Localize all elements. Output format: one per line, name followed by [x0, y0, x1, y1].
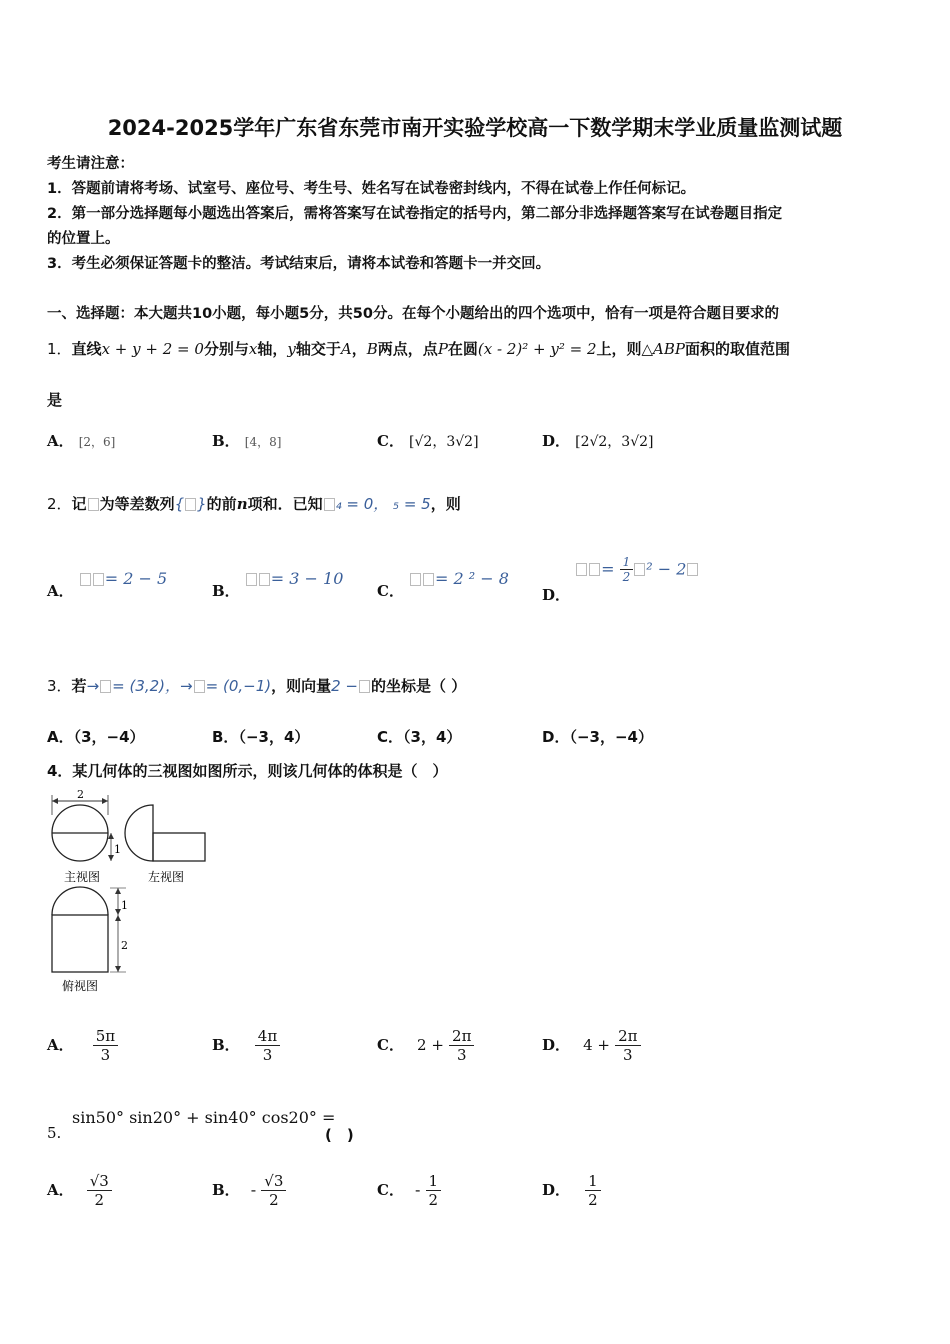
fraction-numerator: 4π	[255, 1027, 280, 1046]
q1-text-6: 在圆	[447, 340, 478, 358]
q2-text-1: 记	[71, 495, 87, 513]
option-label: B．	[212, 582, 240, 600]
option-label: C．	[377, 1036, 404, 1054]
q2-d-numerator: 1	[620, 555, 634, 570]
option-text: （−3，4）	[238, 728, 310, 746]
q1-line-equation: x + y + 2 = 0	[101, 340, 204, 358]
option-text: = 3 − 10	[270, 569, 344, 588]
option-text: ² − 2	[646, 559, 687, 579]
q2-option-b[interactable]	[212, 568, 344, 600]
fraction-numerator: 1	[585, 1172, 601, 1191]
q1-option-b[interactable]	[212, 430, 281, 451]
q1-text-5: 两点，点	[377, 340, 438, 358]
missing-glyph-icon	[100, 680, 111, 693]
q5-answer-paren: ( )	[325, 1126, 354, 1144]
option-label: A．	[47, 582, 74, 600]
q3-number: 3．	[47, 677, 72, 695]
option-label: A．	[47, 432, 74, 450]
notice-item-2: 2．第一部分选择题每小题选出答案后，需将答案写在试卷指定的括号内，第二部分非选择题答案写在试卷题目指定	[47, 206, 783, 222]
q2-text-5: ，则	[430, 495, 461, 513]
q5-option-a[interactable]	[47, 1172, 112, 1209]
q2-condition: ₄ = 0， ₅ = 5	[335, 495, 431, 513]
option-label: D．	[542, 728, 570, 746]
option-text: （3，4）	[403, 728, 462, 746]
option-prefix: 2 +	[417, 1036, 444, 1054]
fraction-denominator: 2	[269, 1191, 279, 1209]
q3-expression: 2 −	[331, 677, 358, 695]
option-text: （−3，−4）	[569, 728, 653, 746]
q1-text-1: 直线	[71, 340, 102, 358]
option-sign: -	[250, 1180, 257, 1199]
left-view	[125, 805, 205, 861]
question-2: 2．记 为等差数列{ }的前n项和．已知 ₄ = 0， ₅ = 5，则	[47, 495, 461, 513]
q1-option-d[interactable]	[542, 430, 654, 451]
q3-option-c[interactable]	[377, 726, 461, 747]
q3-vector-a: = (3,2)，	[112, 677, 181, 695]
q1-number: 1．	[47, 340, 72, 358]
missing-glyph-icon	[80, 573, 91, 586]
q5-expression: sin50° sin20° + sin40° cos20° =	[72, 1108, 336, 1127]
notice-heading: 考生请注意：	[47, 156, 134, 172]
option-label: A．	[47, 728, 74, 746]
three-view-figure	[40, 785, 230, 1000]
option-label: B．	[212, 1181, 240, 1199]
q5-option-d[interactable]	[542, 1172, 601, 1209]
option-text: [2，6]	[78, 435, 116, 449]
q2-d-denominator: 2	[622, 570, 631, 585]
q2-n: n	[236, 495, 248, 513]
missing-glyph-icon	[194, 680, 205, 693]
missing-glyph-icon	[259, 573, 270, 586]
missing-glyph-icon	[246, 573, 257, 586]
q1-comma: ，	[351, 340, 367, 358]
q2-text-3: 的前	[206, 495, 237, 513]
front-view	[52, 805, 114, 861]
option-label: D．	[542, 1181, 571, 1199]
q1-triangle: △ABP	[641, 340, 685, 358]
option-text: = 2 ² − 8	[435, 569, 509, 588]
q1-point-b: B	[366, 340, 378, 358]
option-text: （3，−4）	[73, 728, 145, 746]
q1-x: x	[248, 340, 258, 358]
q1-text-4: 轴交于	[295, 340, 341, 358]
missing-glyph-icon	[324, 498, 335, 511]
fraction-numerator: 2π	[615, 1027, 640, 1046]
fraction-denominator: 3	[262, 1046, 273, 1064]
q5-option-b[interactable]	[212, 1172, 286, 1209]
q3-text-2: ，则向量	[271, 677, 332, 695]
option-sign: -	[415, 1180, 421, 1199]
fraction-numerator: √3	[87, 1172, 112, 1191]
missing-glyph-icon	[589, 563, 600, 576]
missing-glyph-icon	[423, 573, 434, 586]
option-label: A．	[47, 1036, 74, 1054]
option-text: [√2，3√2]	[409, 434, 479, 450]
fraction-denominator: 3	[456, 1046, 467, 1064]
option-label: B．	[212, 432, 240, 450]
fraction-denominator: 2	[94, 1191, 105, 1209]
q1-circle-equation: (x - 2)² + y² = 2	[477, 340, 597, 358]
q4-option-a[interactable]	[47, 1027, 118, 1064]
option-label: A．	[47, 1181, 74, 1199]
front-view-label: 主视图	[64, 870, 101, 884]
page-title: 2024-2025学年广东省东莞市南开实验学校高一下数学期末学业质量监测试题	[107, 116, 843, 140]
fraction-denominator: 3	[623, 1046, 633, 1064]
dim-label-2b: 2	[121, 939, 128, 952]
q2-number: 2．	[47, 495, 72, 513]
q1-point-p: P	[437, 340, 448, 358]
q5-number: 5.	[47, 1124, 62, 1142]
fraction-numerator: 2π	[449, 1027, 474, 1046]
q2-text-2: 为等差数列	[99, 495, 175, 513]
q1-point-a: A	[340, 340, 352, 358]
option-label: C．	[377, 432, 404, 450]
dim-label-2: 2	[77, 788, 84, 801]
q2-option-a[interactable]	[47, 568, 168, 600]
missing-glyph-icon	[576, 563, 587, 576]
option-text: [4，8]	[244, 435, 282, 449]
top-view-label: 俯视图	[62, 979, 99, 993]
q1-text-3: 轴，	[257, 340, 288, 358]
q1-option-a[interactable]	[47, 430, 115, 451]
q2-option-d[interactable]: D． = $\frac{1}{2}$ ² − 2	[542, 555, 699, 585]
section-heading: 一、选择题：本大题共10小题，每小题5分，共50分。在每个小题给出的四个选项中，恰有一项是符合题目要求的	[47, 306, 779, 322]
q1-text-7: 上，则	[596, 340, 642, 358]
q2-text-4: 项和．已知	[247, 495, 323, 513]
notice-item-1: 1．答题前请将考场、试室号、座位号、考生号、姓名写在试卷密封线内，不得在试卷上作任何标记。	[47, 181, 696, 197]
q3-text-1: 若	[71, 677, 87, 695]
missing-glyph-icon	[185, 498, 196, 511]
option-prefix: 4 +	[583, 1036, 610, 1054]
option-label: D．	[542, 1036, 571, 1054]
q3-option-b[interactable]	[212, 726, 309, 747]
q4-option-b[interactable]	[212, 1027, 280, 1064]
fraction-denominator: 2	[588, 1191, 598, 1209]
q1-text-2: 分别与	[203, 340, 249, 358]
q3-vector-b: = (0,−1)	[205, 677, 272, 695]
q2-option-c[interactable]	[377, 568, 509, 600]
q1-text-8: 面积的取值范围	[685, 340, 791, 358]
missing-glyph-icon	[359, 680, 370, 693]
option-label: C．	[377, 582, 404, 600]
fraction-denominator: 2	[428, 1191, 439, 1209]
q3-option-a[interactable]	[47, 726, 145, 747]
option-label: C．	[377, 1181, 404, 1199]
q4-option-d[interactable]	[542, 1027, 641, 1064]
fraction-denominator: 3	[100, 1046, 111, 1064]
option-label: B．	[212, 728, 239, 746]
fraction-numerator: √3	[261, 1172, 286, 1191]
question-3: 3．若→ = (3,2)，→ = (0,−1)，则向量2 − 的坐标是（ ）	[47, 677, 467, 695]
missing-glyph-icon	[410, 573, 421, 586]
option-text: = 2 − 5	[104, 569, 168, 588]
notice-item-3: 3．考生必须保证答题卡的整洁。考试结束后，请将本试卷和答题卡一并交回。	[47, 256, 551, 272]
left-view-label: 左视图	[148, 870, 185, 884]
option-label: B．	[212, 1036, 240, 1054]
top-view	[52, 887, 126, 972]
fraction-numerator: 1	[426, 1172, 442, 1191]
q1-option-c[interactable]	[377, 430, 479, 451]
fraction-numerator: 5π	[93, 1027, 118, 1046]
q3-option-d[interactable]	[542, 726, 653, 747]
missing-glyph-icon	[93, 573, 104, 586]
missing-glyph-icon	[687, 563, 698, 576]
question-1	[47, 338, 790, 359]
q1-y: y	[287, 340, 296, 358]
missing-glyph-icon	[634, 563, 645, 576]
question-4: 4．某几何体的三视图如图所示，则该几何体的体积是（ ）	[47, 762, 448, 780]
option-label: D．	[542, 432, 571, 450]
option-text: [2√2，3√2]	[575, 434, 654, 450]
option-label: D．	[542, 586, 571, 605]
q3-text-3: 的坐标是（ ）	[371, 677, 467, 695]
missing-glyph-icon	[88, 498, 99, 511]
dim-label-1b: 1	[121, 899, 128, 912]
q4-option-c[interactable]	[377, 1027, 474, 1064]
notice-item-2-cont: 的位置上。	[47, 231, 120, 247]
dim-label-1: 1	[114, 843, 121, 856]
q5-option-c[interactable]	[377, 1172, 441, 1209]
q1-text-9: 是	[47, 391, 63, 409]
option-label: C．	[377, 728, 404, 746]
